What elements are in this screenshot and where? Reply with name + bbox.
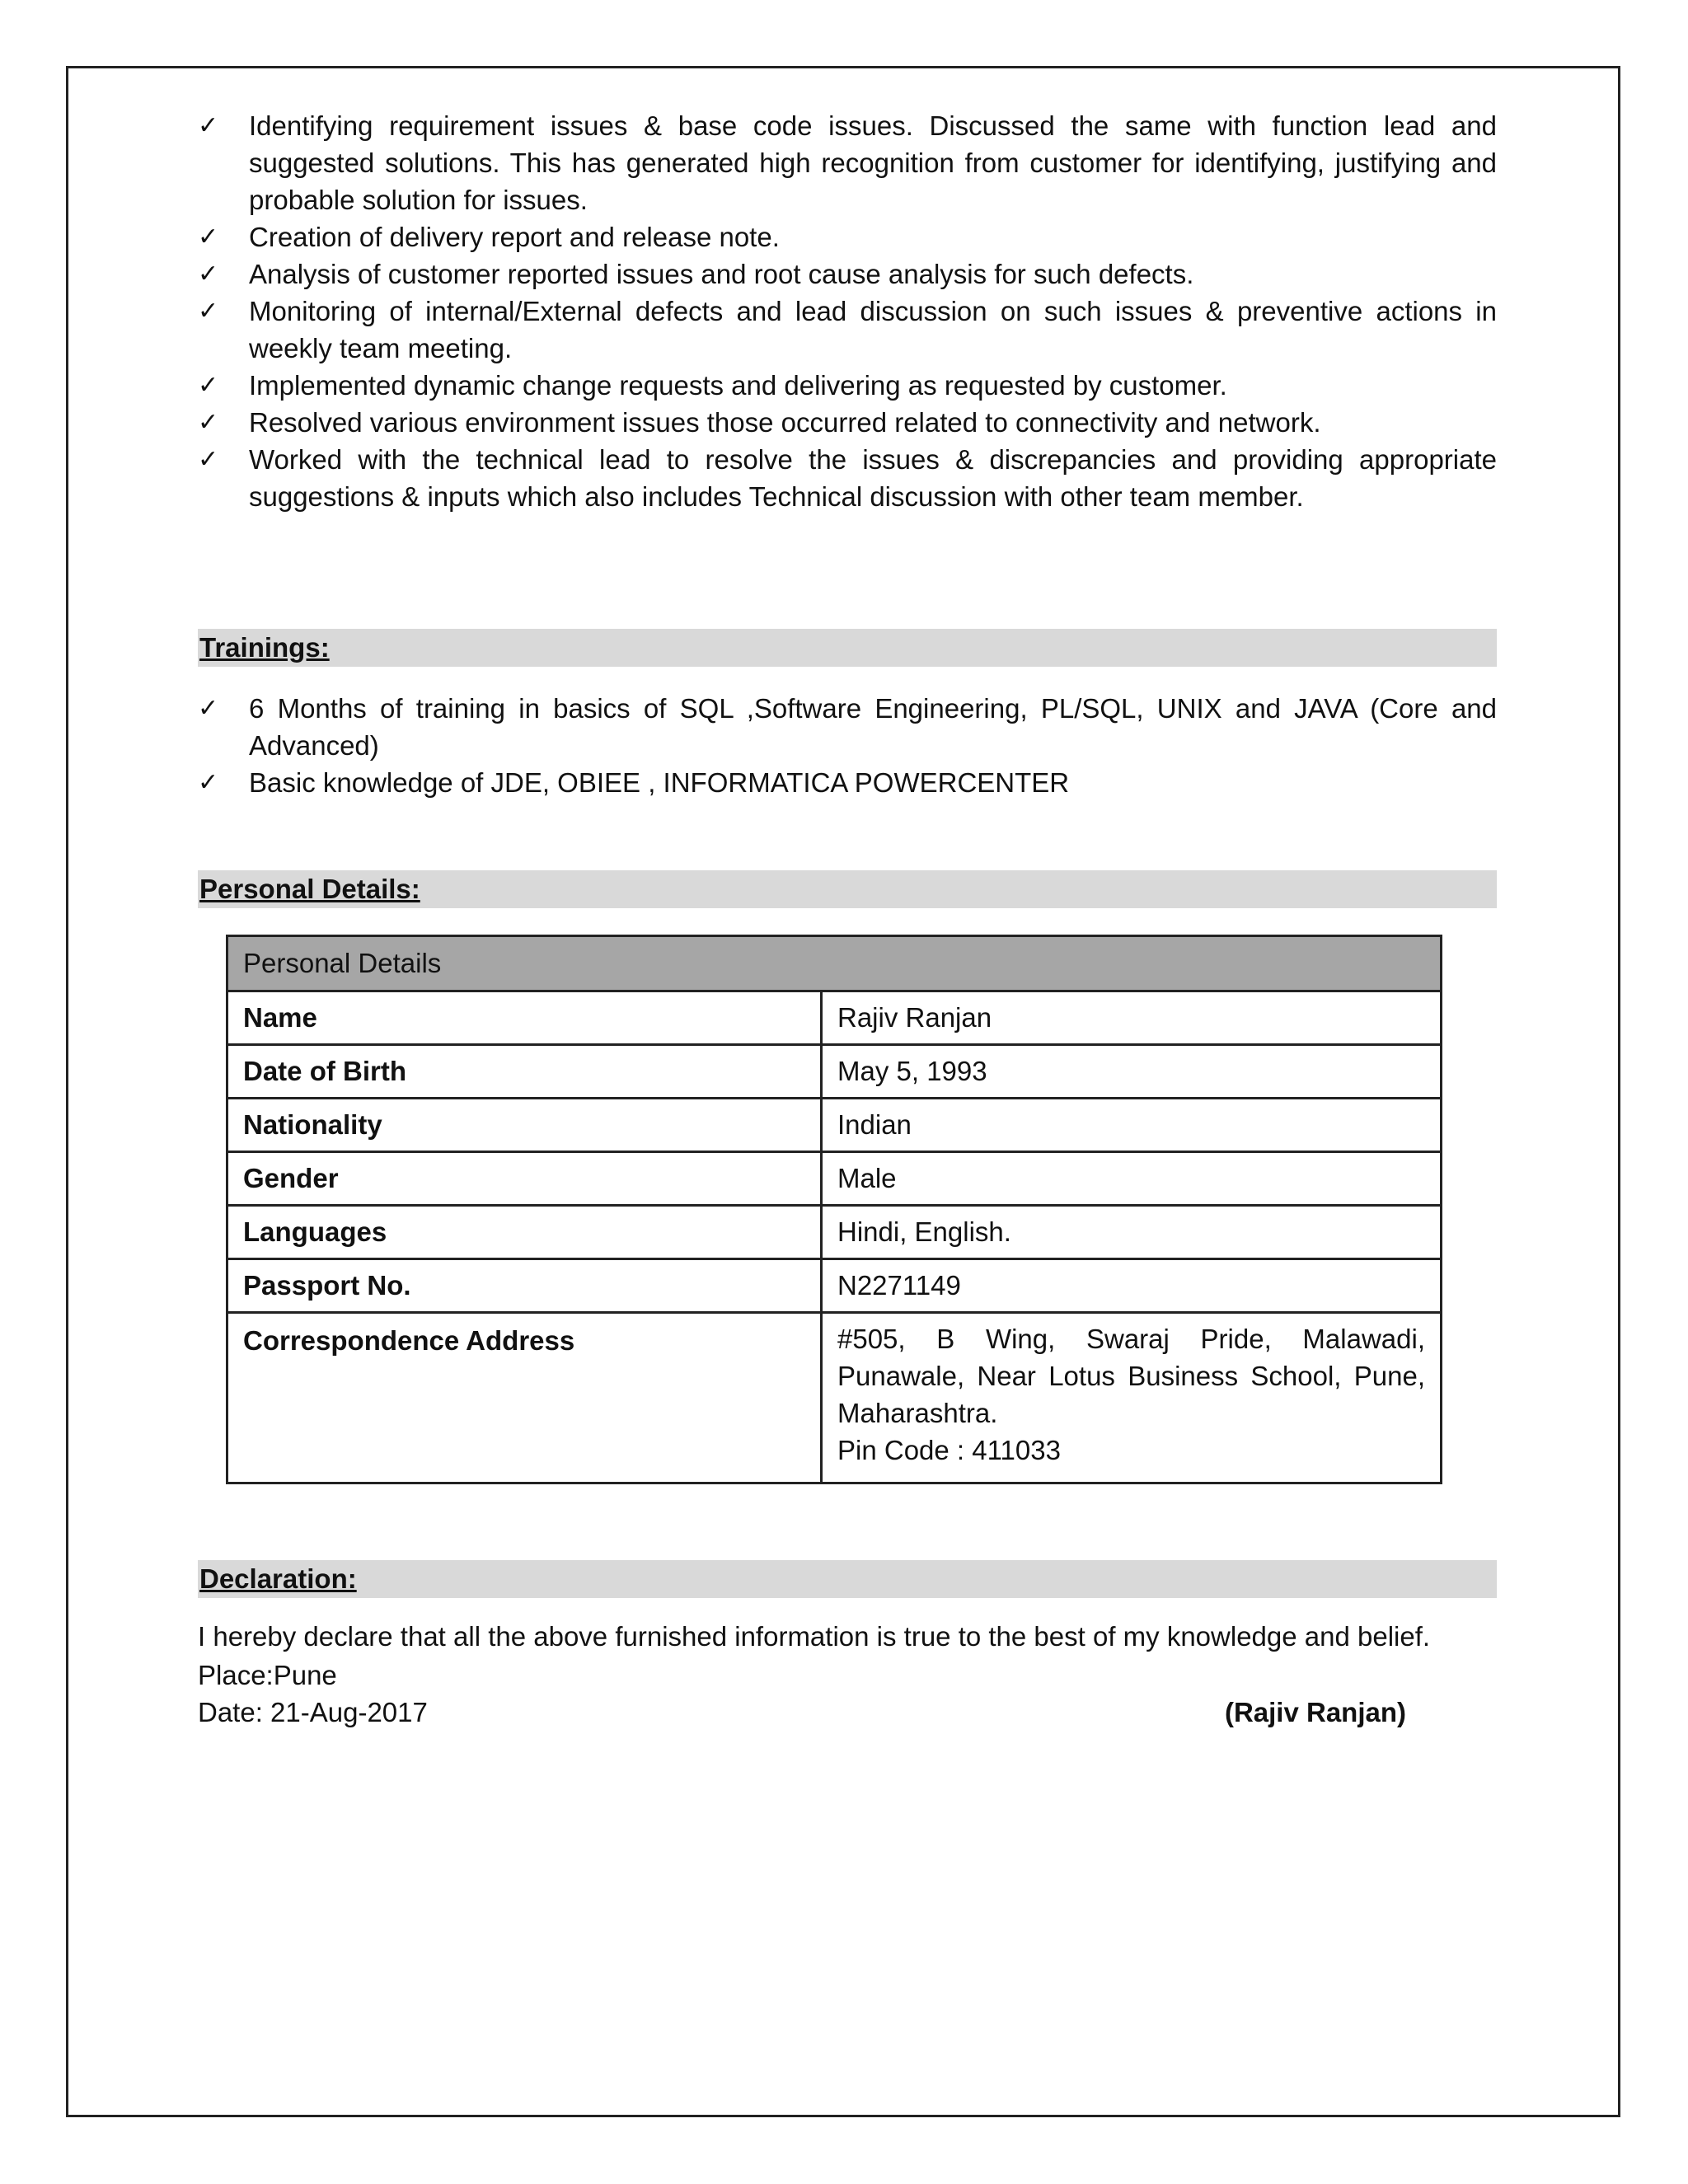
list-item: ✓ Monitoring of internal/External defects and lead discussion on such issues & preventive actions in weekly team meeting.	[198, 293, 1497, 367]
list-item: ✓ Implemented dynamic change requests and delivering as requested by customer.	[198, 367, 1497, 404]
row-value: May 5, 1993	[822, 1045, 1442, 1099]
row-value: Male	[822, 1152, 1442, 1206]
table-row	[227, 1152, 1442, 1206]
row-label: Passport No.	[227, 1259, 822, 1313]
row-label: Name	[227, 991, 822, 1045]
declaration-heading: Declaration:	[198, 1560, 1497, 1598]
row-label: Languages	[227, 1206, 822, 1259]
checkmark-icon: ✓	[198, 408, 219, 437]
table-row	[227, 1045, 1442, 1099]
trainings-heading: Trainings:	[198, 629, 1497, 667]
resume-content	[198, 107, 1497, 1731]
list-item: ✓ Resolved various environment issues those occurred related to connectivity and network.	[198, 404, 1497, 441]
date: Date: 21-Aug-2017	[198, 1697, 428, 1727]
checkmark-icon: ✓	[198, 768, 219, 797]
row-label: Nationality	[227, 1099, 822, 1152]
declaration-text: I hereby declare that all the above furnished information is true to the best of my knowledge and belief.	[198, 1621, 1431, 1652]
checkmark-icon: ✓	[198, 297, 219, 326]
personal-details-table	[226, 935, 1442, 1484]
list-item: ✓ 6 Months of training in basics of SQL ,Software Engineering, PL/SQL, UNIX and JAVA (Core and Advanced)	[198, 690, 1497, 764]
responsibilities-list	[198, 107, 1497, 515]
checkmark-icon: ✓	[198, 111, 219, 140]
list-item: ✓ Analysis of customer reported issues and root cause analysis for such defects.	[198, 255, 1497, 293]
signature: (Rajiv Ranjan)	[1224, 1697, 1406, 1727]
checkmark-icon: ✓	[198, 694, 219, 723]
row-value: Hindi, English.	[822, 1206, 1442, 1259]
list-item: ✓ Identifying requirement issues & base code issues. Discussed the same with function lead and suggested solutions. This has generated high recognition from customer for identifying, justifying and probable solution for issues.	[198, 107, 1497, 218]
table-row	[227, 1206, 1442, 1259]
row-value: Rajiv Ranjan	[822, 991, 1442, 1045]
row-value: Indian	[822, 1099, 1442, 1152]
table-title: Personal Details	[227, 936, 1442, 991]
checkmark-icon: ✓	[198, 260, 219, 288]
pin-code: Pin Code : 411033	[837, 1435, 1061, 1465]
row-label: Correspondence Address	[227, 1313, 822, 1483]
date-signature-row	[198, 1694, 1497, 1731]
table-row	[227, 1313, 1442, 1483]
checkmark-icon: ✓	[198, 223, 219, 251]
table-row	[227, 1099, 1442, 1152]
list-item: ✓ Creation of delivery report and release note.	[198, 218, 1497, 255]
checkmark-icon: ✓	[198, 371, 219, 400]
personal-details-heading: Personal Details:	[198, 870, 1497, 908]
checkmark-icon: ✓	[198, 445, 219, 474]
table-row	[227, 1259, 1442, 1313]
trainings-list	[198, 690, 1497, 801]
list-item: ✓ Basic knowledge of JDE, OBIEE , INFORMATICA POWERCENTER	[198, 764, 1497, 801]
row-value: N2271149	[822, 1259, 1442, 1313]
list-item: ✓ Worked with the technical lead to resolve the issues & discrepancies and providing appropriate suggestions & inputs which also includes Technical discussion with other team member.	[198, 441, 1497, 515]
row-label: Gender	[227, 1152, 822, 1206]
address-line: #505, B Wing, Swaraj Pride, Malawadi, Punawale, Near Lotus Business School, Pune, Maharashtra.	[837, 1324, 1425, 1428]
row-label: Date of Birth	[227, 1045, 822, 1099]
table-row	[227, 991, 1442, 1045]
address-value	[822, 1313, 1442, 1483]
place: Place:Pune	[198, 1660, 337, 1690]
